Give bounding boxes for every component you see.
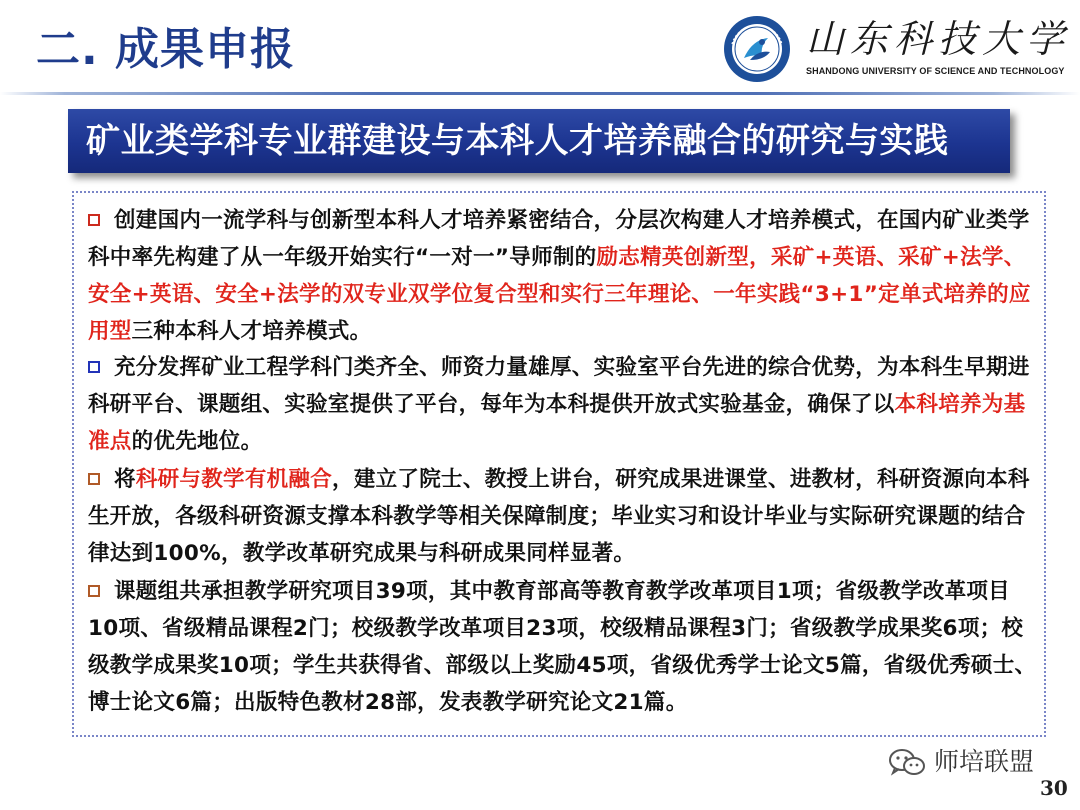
university-emblem-icon xyxy=(722,14,792,84)
university-logo xyxy=(722,14,1071,84)
paragraph-text: 将 xyxy=(114,467,136,492)
paragraph-text: 充分发挥矿业工程学科门类齐全、师资力量雄厚、实验室平台先进的综合优势，为本科生早期进科研平台、课题组、实验室提供了平台，每年为本科提供开放式实验基金，确保了以 xyxy=(88,355,1030,417)
wechat-watermark xyxy=(888,745,1038,779)
square-bullet-icon xyxy=(88,214,100,226)
paragraph-1 xyxy=(88,202,1038,350)
paragraph-text: 三种本科人才培养模式。 xyxy=(131,319,372,344)
content-box xyxy=(72,191,1046,737)
wechat-icon xyxy=(888,748,926,778)
highlighted-text: 本科培养为基准点 xyxy=(88,392,1026,454)
square-bullet-icon xyxy=(88,361,100,373)
paragraph-text: 课题组共承担教学研究项目39项，其中教育部高等教育教学改革项目1项；省级教学改革项目10项、省级精品课程2门；校级教学改革项目23项，校级精品课程3门；省级教学成果奖6项；校级教学成果奖10项；学生共获得省、部级以上奖励45项，省级优秀学士论文5篇，省级优秀硕士、博士论文6篇；出版特色教材28部，发表教学研究论文21篇。 xyxy=(88,579,1037,715)
highlighted-text: 科研与教学有机融合 xyxy=(135,467,333,492)
paragraph-4 xyxy=(88,573,1038,721)
header-divider xyxy=(0,92,1080,95)
paragraph-text: 创建国内一流学科与创新型本科人才培养紧密结合，分层次构建人才培养模式，在国内矿业类学科中率先构建了从一年级开始实行“一对一”导师制的 xyxy=(88,208,1030,270)
paragraph-3 xyxy=(88,461,1038,572)
wechat-label: 师培联盟 xyxy=(934,747,1035,776)
page-number: 30 xyxy=(1040,776,1068,800)
topic-banner xyxy=(68,109,1010,173)
university-name-english: SHANDONG UNIVERSITY OF SCIENCE AND TECHNOLOGY xyxy=(806,66,1065,76)
banner-title: 矿业类学科专业群建设与本科人才培养融合的研究与实践 xyxy=(86,121,949,161)
page-title: 二. 成果申报 xyxy=(36,24,296,75)
square-bullet-icon xyxy=(88,585,100,597)
university-name-chinese: 山东科技大学 xyxy=(806,17,1071,61)
highlighted-text: 励志精英创新型，采矿+英语、采矿+法学、安全+英语、安全+法学的双专业双学位复合型和实行三年理论、一年实践“3+1”定单式培养的应用型 xyxy=(88,245,1031,344)
paragraph-text: 的优先地位。 xyxy=(131,429,263,454)
paragraph-2 xyxy=(88,349,1038,460)
paragraph-text: ，建立了院士、教授上讲台，研究成果进课堂、进教材，科研资源向本科生开放，各级科研资源支撑本科教学等相关保障制度；毕业实习和设计毕业与实际研究课题的结合律达到100%，教学改革研究成果与科研成果同样显著。 xyxy=(88,467,1030,566)
square-bullet-icon xyxy=(88,473,100,485)
